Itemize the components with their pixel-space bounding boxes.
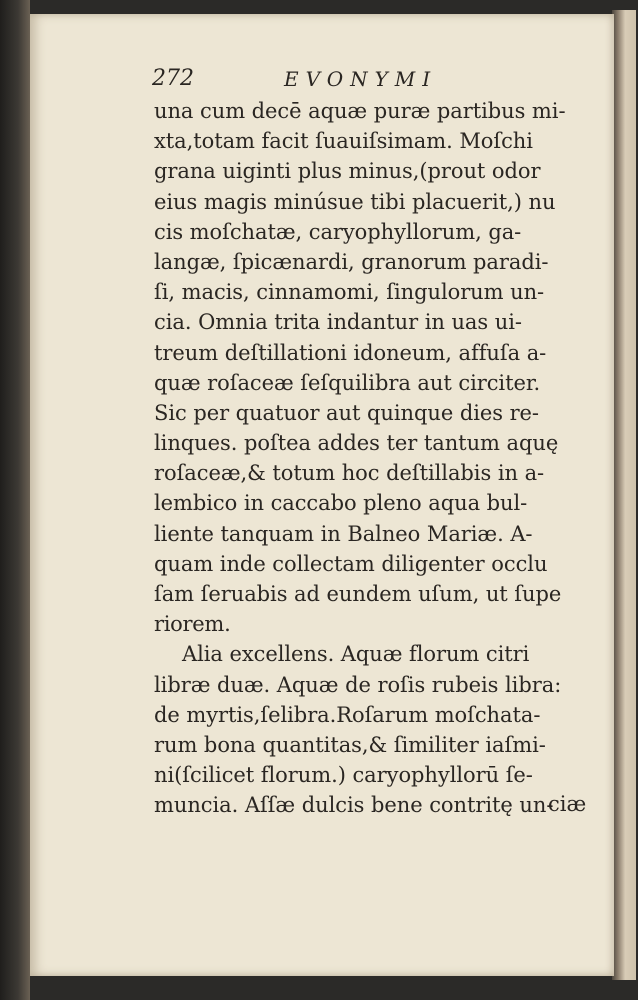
text-line: quæ roſaceæ ſeſquilibra aut circiter.: [154, 370, 541, 395]
page-header: [152, 66, 572, 96]
text-line: xta,totam facit ſuauiſsimam. Moſchi: [154, 129, 533, 154]
text-line: ni(ſcilicet florum.) caryophyllorū ſe-: [154, 763, 533, 788]
text-line: ſam ſeruabis ad eundem uſum, ut ſupe: [154, 582, 562, 606]
text-line: linques. poſtea addes ter tantum aquę: [154, 431, 559, 456]
paragraph-start-line: Alia excellens. Aquæ florum citri: [182, 642, 530, 667]
body-text: [154, 96, 587, 821]
page-stack-edge: [612, 10, 636, 980]
text-line: eius magis minúsue tibi placuerit,) nu: [154, 189, 556, 214]
text-line: liente tanquam in Balneo Mariæ. A-: [154, 521, 533, 546]
text-line: Sic per quatuor aut quinque dies re-: [154, 400, 539, 425]
text-line: cia. Omnia trita indantur in uas ui-: [154, 310, 522, 335]
text-line: de myrtis,ſelibra.Roſarum moſchata-: [154, 702, 541, 727]
page-number: 272: [152, 66, 194, 91]
text-line: lembico in caccabo pleno aqua bul-: [154, 491, 528, 516]
text-line: ſi, macis, cinnamomi, ſingulorum un-: [154, 280, 545, 305]
text-line: cis moſchatæ, caryophyllorum, ga-: [154, 219, 522, 244]
text-line: muncia. Aſſæ dulcis bene contritę un-: [154, 793, 554, 818]
text-line: treum deſtillationi idoneum, affuſa a-: [154, 340, 547, 365]
text-line: langæ, ſpicænardi, granorum paradi-: [154, 249, 549, 274]
text-line: grana uiginti plus minus,(prout odor: [154, 159, 541, 184]
text-line: roſaceæ,& totum hoc deſtillabis in a-: [154, 461, 545, 486]
book-gutter-shadow: [0, 0, 30, 1000]
text-line: una cum decē aquæ puræ partibus mi-: [154, 99, 566, 123]
running-title: EVONYMI: [284, 67, 438, 91]
text-line: riorem.: [154, 612, 231, 637]
catchword: ciæ: [548, 792, 587, 816]
text-line: quam inde collectam diligenter occlu: [154, 551, 548, 576]
text-line: rum bona quantitas,& ſimiliter iaſmi-: [154, 732, 546, 757]
text-line: libræ duæ. Aquæ de roſis rubeis libra:: [154, 672, 562, 697]
